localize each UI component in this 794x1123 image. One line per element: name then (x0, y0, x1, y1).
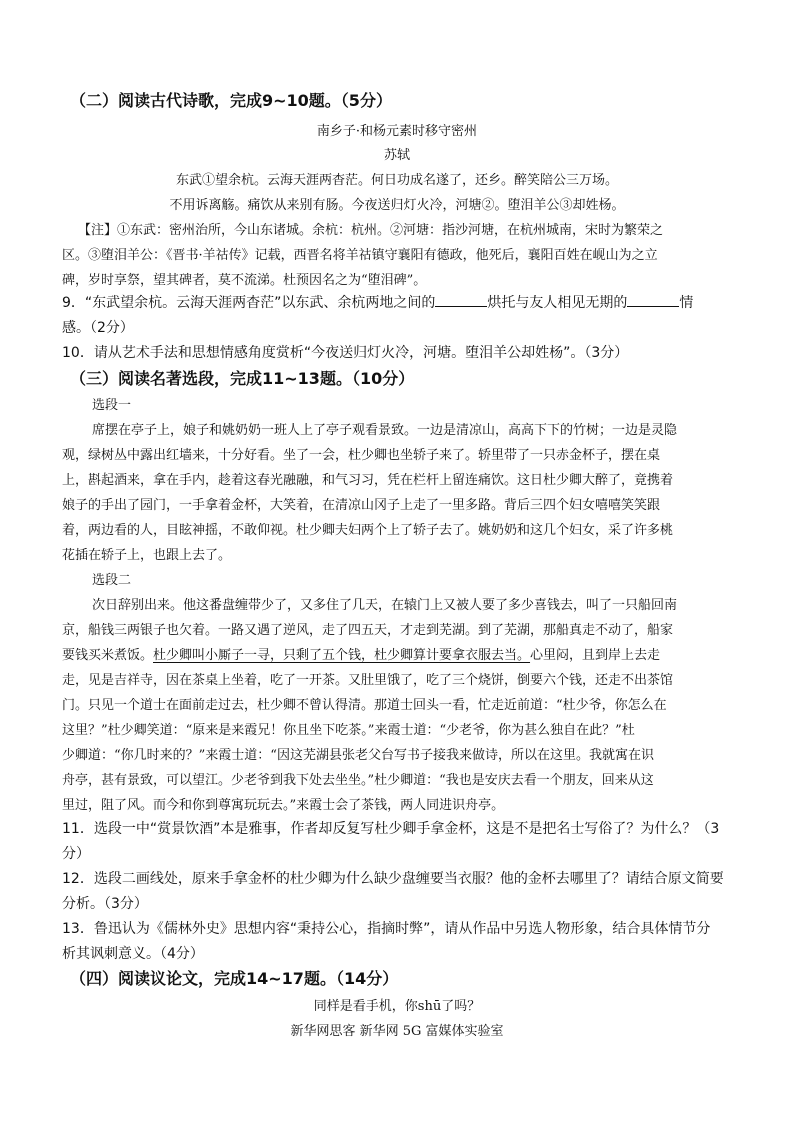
question-9-part-c: 情 (679, 295, 694, 311)
excerpt-2-line-5: 门。只见一个道士在面前走过去，杜少卿不曾认得清。那道士回头一看，忙走近前道：“杜少爷，你怎么在 (62, 698, 667, 713)
poem-note-line-2: 区。③堕泪羊公：《晋书·羊祜传》记载，西晋名将羊祜镇守襄阳有德政，他死后，襄阳百姓在岘山为之立 (62, 248, 658, 263)
excerpt-2-line-9: 里过，阻了风。而今和你到尊寓玩玩去。”来霞士会了茶钱，两人同进识舟亭。 (62, 798, 505, 813)
article-source: 新华网思客 新华网 5G 富媒体实验室 (290, 1024, 504, 1039)
question-9-part-a: 9．“东武望余杭。云海天涯两杳茫”以东武、余杭两地之间的 (62, 295, 436, 311)
question-9 (62, 292, 693, 312)
answer-blank-2[interactable] (627, 294, 679, 307)
excerpt-1-line-2: 观，绿树丛中露出红墙来，十分好看。坐了一会，杜少卿也坐轿子来了。轿里带了一只赤金杯子，摆在桌 (62, 448, 661, 463)
poem-note-line-1: 【注】①东武：密州治所，今山东诸城。余杭：杭州。②河塘：指沙河塘，在杭州城南，宋时为繁荣之 (78, 223, 664, 238)
excerpt-1-line-4: 娘子的手出了园门，一手拿着金杯，大笑着，在清凉山冈子上走了一里多路。背后三四个妇女嘻嘻笑笑跟 (62, 498, 661, 513)
excerpt-1-line-6: 花插在轿子上，也跟上去了。 (62, 548, 232, 563)
excerpt-2-label: 选段二 (92, 573, 132, 588)
section-2-heading: （二）阅读古代诗歌，完成9~10题。（5分） (70, 91, 392, 110)
underlined-passage: 杜少卿叫小厮子一寻，只剩了五个钱，杜少卿算计要拿衣服去当。 (153, 648, 531, 663)
question-10: 10．请从艺术手法和思想情感角度赏析“今夜送归灯火冷，河塘。堕泪羊公却姓杨”。（3分） (62, 345, 629, 361)
question-13-continued: 析其讽刺意义。（4分） (62, 946, 204, 962)
question-11: 11．选段一中“赏景饮酒”本是雅事，作者却反复写杜少卿手拿金杯，这是不是把名士写俗了？为什么？（3 (62, 821, 720, 837)
section-3-heading: （三）阅读名著选段，完成11~13题。（10分） (70, 369, 415, 388)
question-13: 13．鲁迅认为《儒林外史》思想内容“秉持公心，指摘时弊”，请从作品中另选人物形象，结合具体情节分 (62, 921, 711, 937)
excerpt-1-line-5: 着，两边看的人，目眩神摇，不敢仰视。杜少卿夫妇两个上了轿子去了。姚奶奶和这几个妇女，采了许多桃 (62, 523, 674, 538)
poem-author: 苏轼 (383, 148, 410, 163)
excerpt-2-line-8: 舟亭，甚有景致，可以望江。少老爷到我下处去坐坐。”杜少卿道：“我也是安庆去看一个朋友，回来从这 (62, 773, 654, 788)
poem-line-1: 东武①望余杭。云海天涯两杳茫。何日功成名遂了，还乡。醉笑陪公三万场。 (175, 173, 618, 188)
poem-line-2: 不用诉离觞。痛饮从来别有肠。今夜送归灯火冷，河塘②。堕泪羊公③却姓杨。 (169, 198, 625, 213)
excerpt-1-line-1: 席摆在亭子上，娘子和姚奶奶一班人上了亭子观看景致。一边是清凉山，高高下下的竹树；一边是灵隐 (92, 423, 678, 438)
excerpt-2-line-6: 这里？”杜少卿笑道：“原来是来霞兄！你且坐下吃茶。”来霞士道：“少老爷，你为甚么独自在此？”杜 (62, 723, 635, 738)
question-12-continued: 分析。（3分） (62, 896, 148, 912)
section-4-heading: （四）阅读议论文，完成14~17题。（14分） (70, 969, 399, 988)
excerpt-1-label: 选段一 (92, 398, 132, 413)
question-11-continued: 分） (62, 846, 90, 862)
question-12: 12．选段二画线处，原来手拿金杯的杜少卿为什么缺少盘缠要当衣服？他的金杯去哪里了？请结合原文简要 (62, 871, 724, 887)
excerpt-2-line-1: 次日辞别出来。他这番盘缠带少了，又多住了几天，在辕门上又被人要了多少喜钱去，叫了一只船回南 (92, 598, 678, 613)
excerpt-2-line-3 (62, 644, 660, 663)
excerpt-2-line-3-end: 心里闷，且到岸上去走 (530, 648, 661, 663)
excerpt-2-line-2: 京，船钱三两银子也欠着。一路又遇了逆风，走了四五天，才走到芜湖。到了芜湖，那船真走不动了，船家 (62, 623, 674, 638)
answer-blank-1[interactable] (435, 294, 487, 307)
article-title: 同样是看手机，你shū了吗？ (313, 999, 481, 1014)
poem-title: 南乡子·和杨元素时移守密州 (316, 124, 478, 139)
question-9-continued: 感。（2分） (62, 320, 134, 336)
excerpt-2-line-7: 少卿道：“你几时来的？”来霞士道：“因这芜湖县张老父台写书子接我来做诗，所以在这里。我就寓在识 (62, 748, 654, 763)
question-9-part-b: 烘托与友人相见无期的 (487, 295, 628, 311)
excerpt-1-line-3: 上，斟起酒来，拿在手内，趁着这春光融融，和气习习，凭在栏杆上留连痛饮。这日杜少卿大醉了，竟携着 (62, 473, 674, 488)
excerpt-2-line-4: 走，见是吉祥寺，因在茶桌上坐着，吃了一开茶。又肚里饿了，吃了三个烧饼，倒要六个钱，还走不出茶馆 (62, 673, 674, 688)
poem-note-line-3: 碑，岁时享祭，望其碑者，莫不流涕。杜预因名之为“堕泪碑”。 (62, 273, 427, 288)
excerpt-2-line-3-start: 要钱买米煮饭。 (62, 648, 154, 663)
